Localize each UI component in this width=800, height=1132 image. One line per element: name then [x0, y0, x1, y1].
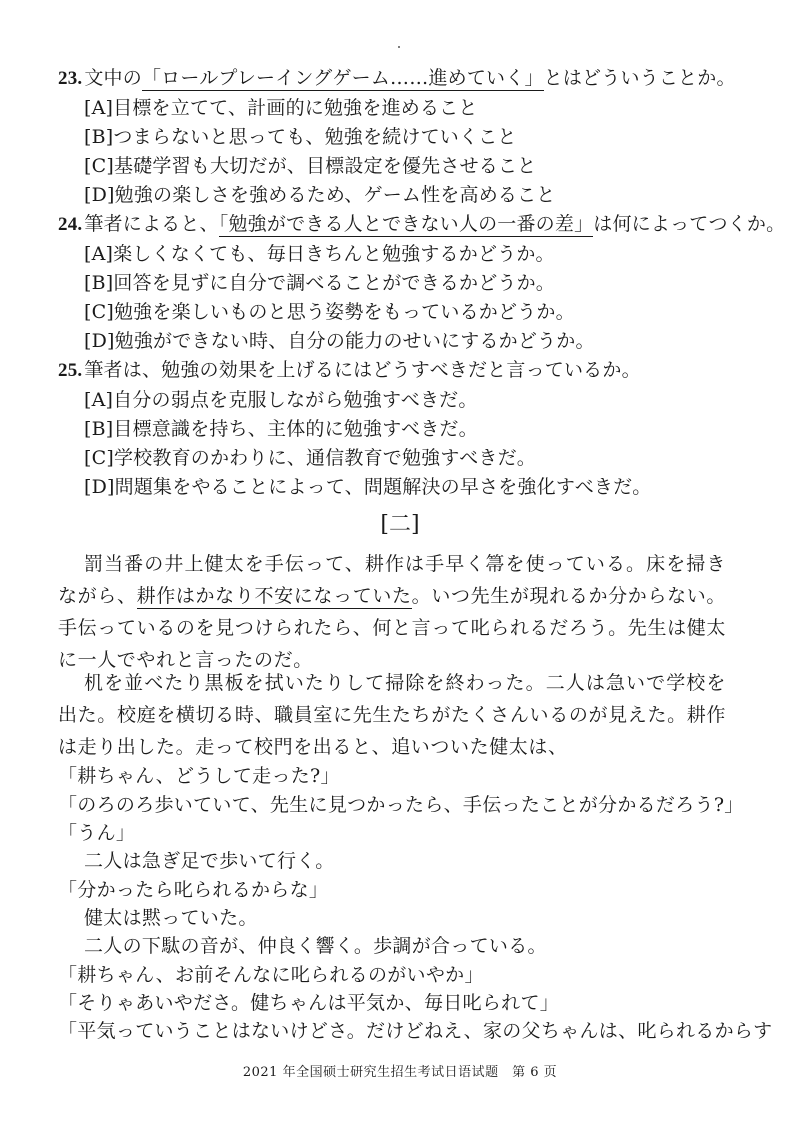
- question-25-option-a: [A]自分の弱点を克服しながら勉強すべきだ。: [84, 389, 478, 411]
- question-stem-quote: 「勉強ができる人とできない人の一番の差」: [218, 213, 594, 235]
- narration-line: 二人は急ぎ足で歩いて行く。: [84, 850, 335, 872]
- dialogue-line: 「平気っていうことはないけどさ。だけどねえ、家の父ちゃんは、叱られるからす: [58, 1020, 773, 1042]
- section-title: [二]: [380, 512, 420, 537]
- question-stem-quote: 「ロールプレーイングゲーム……進めていく」: [141, 67, 544, 89]
- passage-text: 罰当番の井上健太を手伝って、耕作は手早く箒を使っている。床を掃きながら、: [58, 553, 726, 607]
- question-stem-pre: 筆者によると、: [84, 213, 219, 235]
- dialogue-line: 「耕ちゃん、どうして走った?」: [58, 765, 340, 787]
- question-23-option-d: [D]勉強の楽しさを強めるため、ゲーム性を高めること: [84, 184, 556, 206]
- question-25-stem: [58, 356, 641, 385]
- question-24-option-c: [C]勉強を楽しいものと思う姿勢をもっているかどうか。: [84, 301, 575, 323]
- scan-speck: [398, 46, 400, 48]
- question-23-stem: [58, 64, 736, 93]
- question-23-option-b: [B]つまらないと思っても、勉強を続けていくこと: [84, 126, 517, 148]
- dialogue-line: 「うん」: [58, 822, 136, 844]
- dialogue-line: 「分かったら叱られるからな」: [58, 879, 329, 901]
- question-stem-post: とはどういうことか。: [543, 67, 736, 89]
- question-23-option-a: [A]目標を立てて、計画的に勉強を進めること: [84, 97, 478, 119]
- question-25-option-c: [C]学校教育のかわりに、通信教育で勉強すべきだ。: [84, 447, 536, 469]
- question-25-option-d: [D]問題集をやることによって、問題解決の早さを強化すべきだ。: [84, 476, 652, 498]
- question-stem-pre: 文中の: [84, 67, 142, 89]
- narration-line: 二人の下駄の音が、仲良く響く。歩調が合っている。: [84, 935, 547, 957]
- question-number: 23.: [58, 68, 83, 89]
- passage-paragraph-1: [58, 548, 726, 676]
- question-number: 24.: [58, 214, 83, 235]
- dialogue-line: 「耕ちゃん、お前そんなに叱られるのがいやか」: [58, 964, 484, 986]
- question-24-option-b: [B]回答を見ずに自分で調べることができるかどうか。: [84, 272, 555, 294]
- question-23-option-c: [C]基礎学習も大切だが、目標設定を優先させること: [84, 155, 537, 177]
- passage-underlined-text: 耕作はかなり不安になっていた: [136, 585, 412, 607]
- question-24-option-a: [A]楽しくなくても、毎日きちんと勉強するかどうか。: [84, 243, 555, 265]
- question-number: 25.: [58, 360, 83, 381]
- dialogue-line: 「そりゃあいやださ。健ちゃんは平気か、毎日叱られて」: [58, 992, 560, 1014]
- passage-paragraph-2: 机を並べたり黒板を拭いたりして掃除を終わった。二人は急いで学校を出た。校庭を横切る時、職員室に先生たちがたくさんいるのが見えた。耕作は走り出した。走って校門を出ると、追いついた健太は、: [58, 672, 726, 758]
- narration-line: 健太は黙っていた。: [84, 907, 258, 929]
- question-stem-post: は何によってつくか。: [593, 213, 786, 235]
- page-footer: 2021 年全国硕士研究生招生考试日语试题 第 6 页: [242, 1065, 558, 1080]
- dialogue-line: 「のろのろ歩いていて、先生に見つかったら、手伝ったことが分かるだろう?」: [58, 794, 744, 816]
- question-25-option-b: [B]目標意識を持ち、主体的に勉強すべきだ。: [84, 418, 478, 440]
- passage-text: 。いつ先生が現れるか分からない。手伝っているのを見つけられたら、何と言って叱られるだろう。先生は健太に一人でやれと言ったのだ。: [58, 585, 726, 671]
- question-stem-pre: 筆者は、勉強の効果を上げるにはどうすべきだと言っているか。: [84, 359, 641, 381]
- question-24-stem: [58, 210, 785, 239]
- question-24-option-d: [D]勉強ができない時、自分の能力のせいにするかどうか。: [84, 330, 595, 352]
